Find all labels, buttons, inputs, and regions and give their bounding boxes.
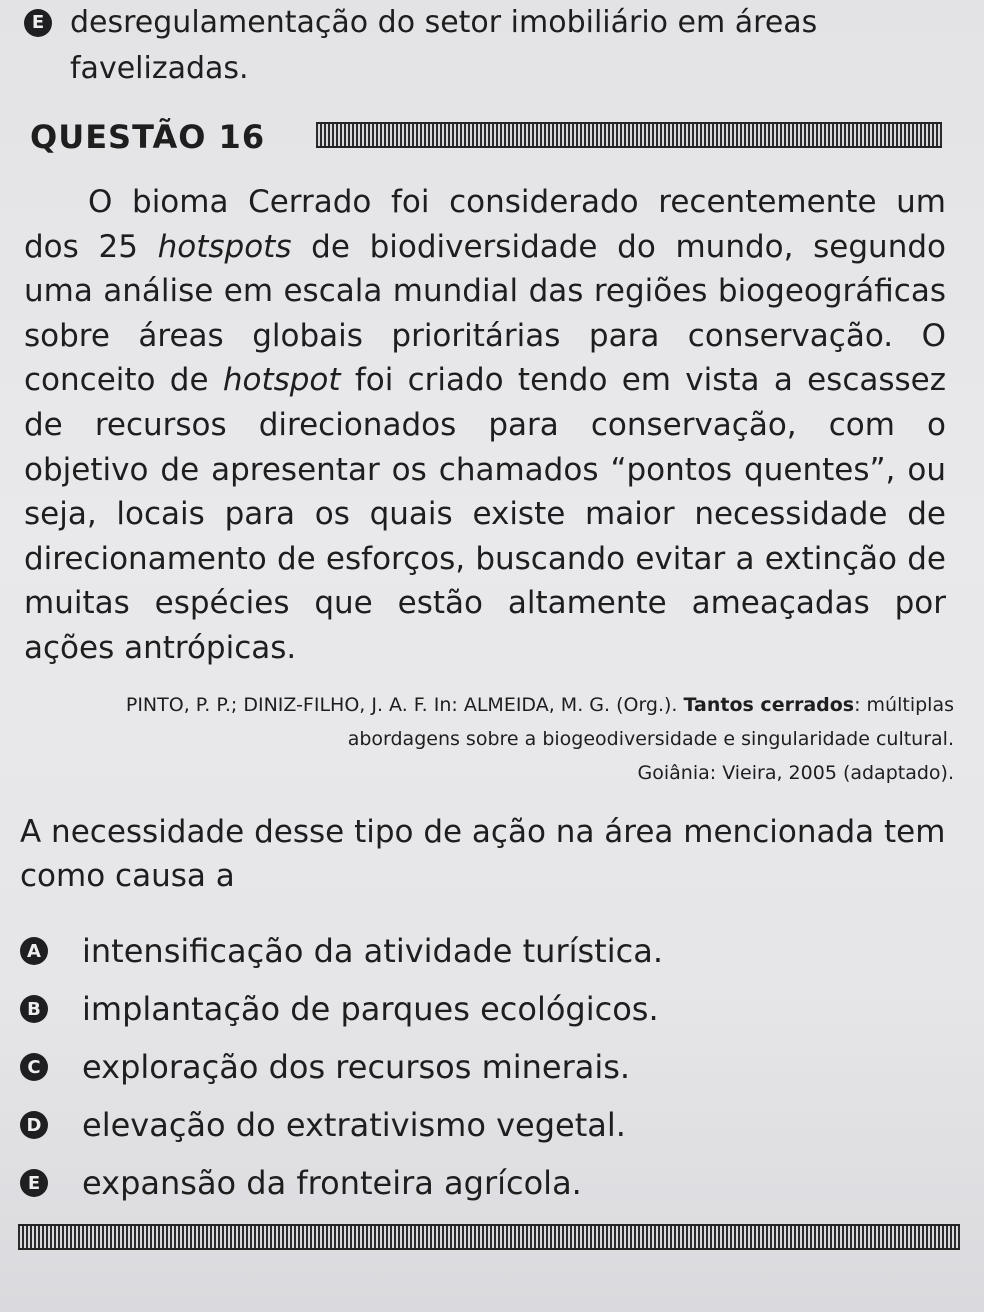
option-letter-badge: D [20, 1111, 48, 1139]
citation-publisher: Goiânia: Vieira, 2005 (adaptado). [637, 762, 954, 784]
italic-term: hotspots [157, 228, 292, 265]
option-text: elevação do extrativismo vegetal. [82, 1106, 626, 1144]
passage-paragraph: O bioma Cerrado foi considerado recentemente um dos 25 hotspots de biodiversidade do mundo, segundo uma análise em escala mundial das regiões biogeográficas sobre áreas globais prioritárias para conservação. O conceito de hotspot foi criado tendo em vista a escassez de recursos direcionados para conservação, com o objetivo de apresentar os chamados “pontos quentes”, ou seja, locais para os quais existe maior necessidade de direcionamento de esforços, buscando evitar a extinção de muitas espécies que estão altamente ameaçadas por ações antrópicas. [24, 184, 947, 666]
answer-options [20, 922, 960, 1212]
question-passage [24, 180, 946, 671]
option-letter-badge: A [20, 937, 48, 965]
option-text: intensificação da atividade turística. [82, 932, 663, 970]
option-e[interactable] [20, 1154, 960, 1212]
option-text: expansão da fronteira agrícola. [82, 1164, 582, 1202]
hatched-divider-bottom [18, 1224, 960, 1250]
option-a[interactable] [20, 922, 960, 980]
previous-question-option-e [24, 0, 954, 92]
citation-book-title: Tantos cerrados [683, 694, 855, 716]
italic-term: hotspot [222, 362, 341, 399]
question-title: QUESTÃO 16 [30, 118, 266, 156]
citation-authors: PINTO, P. P.; DINIZ-FILHO, J. A. F. In: ALMEIDA, M. G. (Org.). [125, 694, 684, 716]
option-letter-badge: E [24, 9, 52, 37]
option-letter-badge: E [20, 1169, 48, 1197]
option-letter-badge: B [20, 995, 48, 1023]
question-prompt: A necessidade desse tipo de ação na área mencionada tem como causa a [20, 814, 946, 894]
option-d[interactable] [20, 1096, 960, 1154]
citation-subtitle: : múltiplas abordagens sobre a biogeodiversidade e singularidade cultural. [347, 694, 954, 750]
option-letter-badge: C [20, 1053, 48, 1081]
option-c[interactable] [20, 1038, 960, 1096]
option-b[interactable] [20, 980, 960, 1038]
option-text: exploração dos recursos minerais. [82, 1048, 631, 1086]
option-text: implantação de parques ecológicos. [82, 990, 659, 1028]
option-text: desregulamentação do setor imobiliário em áreas favelizadas. [70, 5, 818, 86]
hatched-divider [316, 122, 942, 148]
question-header [30, 112, 960, 162]
source-citation [100, 688, 954, 790]
